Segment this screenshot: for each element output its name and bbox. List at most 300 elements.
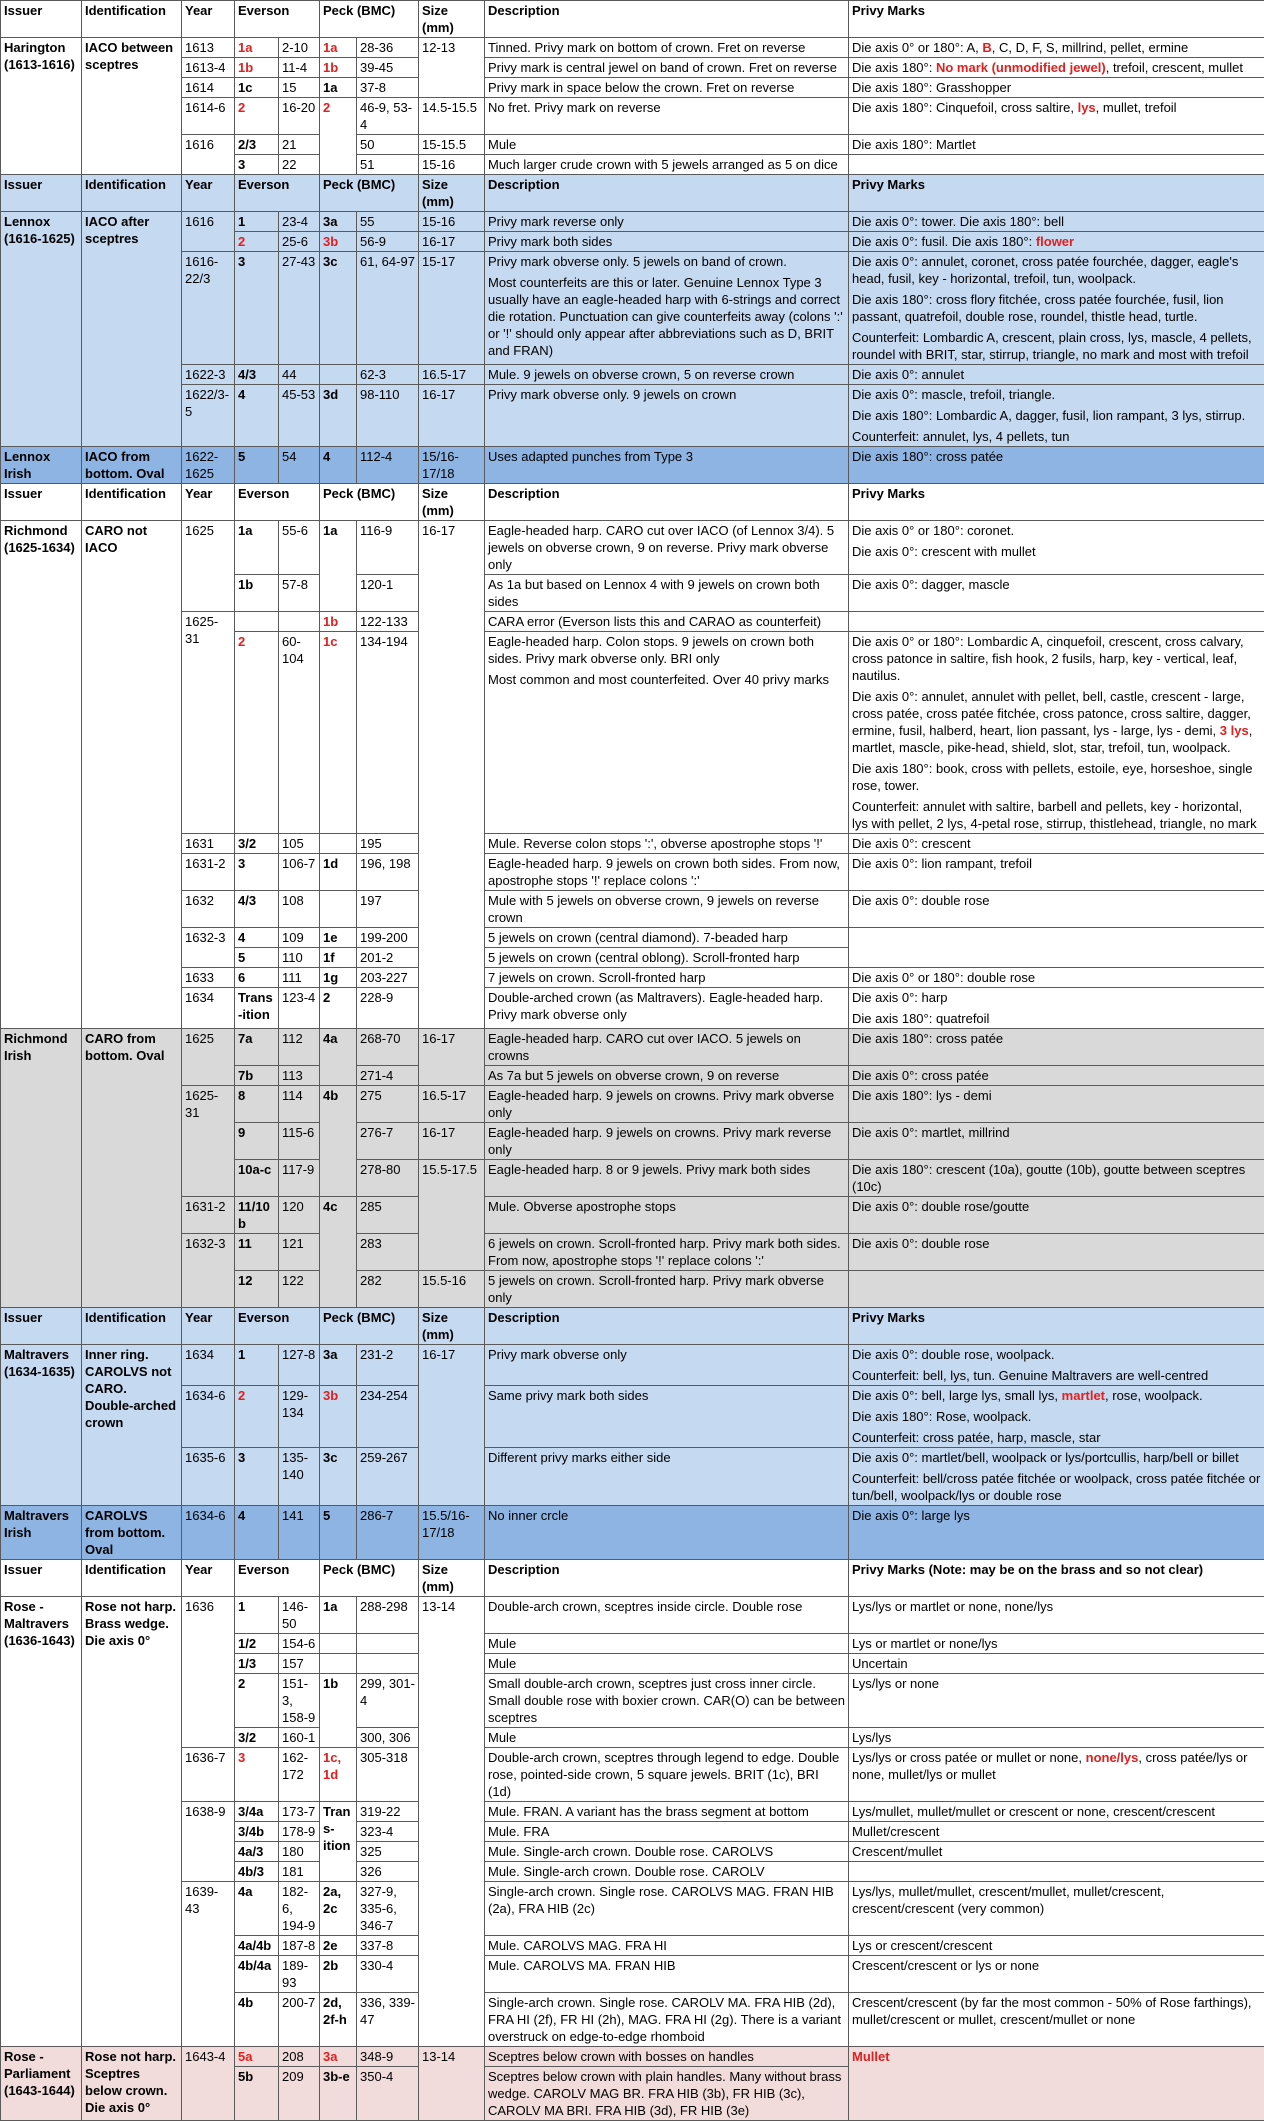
- year-cell: 1643-4: [182, 2047, 235, 2121]
- everson-type: 4b: [235, 1993, 279, 2047]
- table-row: [1, 2047, 1264, 2067]
- everson-type: Trans-ition: [235, 988, 279, 1029]
- everson-number: 141: [279, 1506, 320, 1560]
- header-row: [1, 175, 1264, 212]
- table-row: [1, 365, 1264, 385]
- everson-type: 5b: [235, 2067, 279, 2121]
- header-identification: Identification: [82, 175, 182, 212]
- privy-cell: Die axis 0° or 180°: Lombardic A, cinquefoil, crescent, cross calvary, cross patonce in saltire, fish hook, 2 fusils, harp, key - vertical, leaf, nautilus. Die axis 0°: annulet, annulet with pellet, bell, castle, crescent - large, cross patée, cross patée fitchée, cross patonce, cross saltire, dagger, ermine, fusil, halberd, heart, lion passant, lys - large, lys - demi, 3 lys, martlet, mascle, pike-head, shield, slot, star, trefoil, tun, woolpack. Die axis 180°: book, cross with pellets, estoile, eye, horseshoe, single rose, tower. Counterfeit: annulet with saltire, barbell and pellets, key - horizontal, lys with pellet, 2 lys, 4-petal rose, stirrup, thistlehead, triangle, no mark: [849, 632, 1264, 834]
- peck-type: 1a: [320, 521, 357, 612]
- everson-type: 2: [235, 632, 279, 834]
- issuer-cell: Maltravers Irish: [1, 1506, 82, 1560]
- header-everson: Everson: [235, 1560, 320, 1597]
- identification-cell: CARO not IACO: [82, 521, 182, 1029]
- peck-number: 285: [357, 1197, 419, 1234]
- peck-type: 1c: [320, 632, 357, 834]
- table-row: [1, 1748, 1264, 1802]
- table-row: [1, 1345, 1264, 1386]
- size-cell: 13-14: [419, 2047, 485, 2121]
- privy-cell: [849, 155, 1264, 175]
- size-cell: 15-15.5: [419, 135, 485, 155]
- peck-number: 228-9: [357, 988, 419, 1029]
- peck-number: [357, 1634, 419, 1654]
- year-cell: 1638-9: [182, 1802, 235, 1882]
- description-cell: Privy mark in space below the crown. Fret on reverse: [485, 78, 849, 98]
- identification-cell: IACO after sceptres: [82, 212, 182, 447]
- privy-cell: Die axis 0°: cross patée: [849, 1066, 1264, 1086]
- privy-cell: Crescent/crescent (by far the most common - 50% of Rose farthings), mullet/crescent or mullet, crescent/mullet or none: [849, 1993, 1264, 2047]
- identification-cell: IACO from bottom. Oval: [82, 447, 182, 484]
- header-description: Description: [485, 1308, 849, 1345]
- peck-number: 28-36: [357, 38, 419, 58]
- everson-number: 114: [279, 1086, 320, 1123]
- year-cell: 1625: [182, 1029, 235, 1086]
- size-cell: 15-16: [419, 212, 485, 232]
- peck-type: Trans-ition: [320, 1802, 357, 1882]
- privy-cell: Die axis 0°: double rose, woolpack. Counterfeit: bell, lys, tun. Genuine Maltravers are well-centred: [849, 1345, 1264, 1386]
- table-row: [1, 447, 1264, 484]
- everson-type: 3/4b: [235, 1822, 279, 1842]
- peck-number: 278-80: [357, 1160, 419, 1197]
- header-privy: Privy Marks (Note: may be on the brass and so not clear): [849, 1560, 1264, 1597]
- privy-cell: Lys/lys, mullet/mullet, crescent/mullet, mullet/crescent, crescent/crescent (very common): [849, 1882, 1264, 1936]
- everson-type: 3: [235, 1448, 279, 1506]
- header-everson: Everson: [235, 1, 320, 38]
- peck-number: [357, 1654, 419, 1674]
- everson-type: 1: [235, 212, 279, 232]
- everson-number: 121: [279, 1234, 320, 1271]
- peck-type: [320, 834, 357, 854]
- everson-type: 4: [235, 1506, 279, 1560]
- table-row: [1, 78, 1264, 98]
- privy-cell: Die axis 180°: Martlet: [849, 135, 1264, 155]
- description-cell: Mule: [485, 1654, 849, 1674]
- description-cell: Mule. Reverse colon stops ':', obverse apostrophe stops '!': [485, 834, 849, 854]
- header-privy: Privy Marks: [849, 1, 1264, 38]
- table-row: [1, 385, 1264, 447]
- everson-number: 44: [279, 365, 320, 385]
- identification-cell: Inner ring. CAROLVS not CARO. Double-arched crown: [82, 1345, 182, 1506]
- issuer-cell: Richmond Irish: [1, 1029, 82, 1308]
- peck-number: 323-4: [357, 1822, 419, 1842]
- peck-type: 4c: [320, 1197, 357, 1308]
- peck-number: 234-254: [357, 1386, 419, 1448]
- peck-type: 1g: [320, 968, 357, 988]
- peck-number: 283: [357, 1234, 419, 1271]
- header-peck: Peck (BMC): [320, 1308, 419, 1345]
- size-cell: 15-16: [419, 155, 485, 175]
- header-description: Description: [485, 1, 849, 38]
- description-cell: Mule: [485, 1634, 849, 1654]
- table-row: [1, 521, 1264, 575]
- everson-type: 6: [235, 968, 279, 988]
- description-cell: Single-arch crown. Single rose. CAROLVS MAG. FRAN HIB (2a), FRA HIB (2c): [485, 1882, 849, 1936]
- description-cell: Eagle-headed harp. 9 jewels on crowns. Privy mark obverse only: [485, 1086, 849, 1123]
- year-cell: 1635-6: [182, 1448, 235, 1506]
- everson-type: 9: [235, 1123, 279, 1160]
- identification-cell: Rose not harp. Brass wedge. Die axis 0°: [82, 1597, 182, 2047]
- everson-type: 4: [235, 928, 279, 948]
- everson-type: 3: [235, 252, 279, 365]
- header-size: Size (mm): [419, 484, 485, 521]
- everson-type: 11: [235, 1234, 279, 1271]
- everson-number: 160-1: [279, 1728, 320, 1748]
- description-cell: Sceptres below crown with bosses on handles: [485, 2047, 849, 2067]
- everson-number: 120: [279, 1197, 320, 1234]
- header-identification: Identification: [82, 1, 182, 38]
- peck-number: 46-9, 53-4: [357, 98, 419, 135]
- privy-cell: Die axis 0°: martlet, millrind: [849, 1123, 1264, 1160]
- description-cell: Mule. FRA: [485, 1822, 849, 1842]
- everson-number: 146-50: [279, 1597, 320, 1634]
- issuer-cell: Richmond (1625-1634): [1, 521, 82, 1029]
- everson-number: 154-6: [279, 1634, 320, 1654]
- privy-cell: Lys/lys or none: [849, 1674, 1264, 1728]
- peck-number: 319-22: [357, 1802, 419, 1822]
- description-cell: CARA error (Everson lists this and CARAO as counterfeit): [485, 612, 849, 632]
- header-row: [1, 1560, 1264, 1597]
- everson-number: 110: [279, 948, 320, 968]
- description-cell: 6 jewels on crown. Scroll-fronted harp. Privy mark both sides. From now, apostrophe stops '!' replace colons ':': [485, 1234, 849, 1271]
- year-cell: 1639-43: [182, 1882, 235, 2047]
- privy-cell: Mullet: [849, 2047, 1264, 2121]
- header-year: Year: [182, 484, 235, 521]
- everson-type: 8: [235, 1086, 279, 1123]
- everson-number: 55-6: [279, 521, 320, 575]
- everson-type: 2: [235, 1674, 279, 1728]
- header-issuer: Issuer: [1, 484, 82, 521]
- privy-cell: Lys or martlet or none/lys: [849, 1634, 1264, 1654]
- description-cell: Eagle-headed harp. 9 jewels on crown both sides. From now, apostrophe stops '!' replace colons ':': [485, 854, 849, 891]
- peck-number: 56-9: [357, 232, 419, 252]
- peck-type: 1f: [320, 948, 357, 968]
- privy-cell: Uncertain: [849, 1654, 1264, 1674]
- year-cell: 1622-3: [182, 365, 235, 385]
- peck-type: 2e: [320, 1936, 357, 1956]
- peck-number: 62-3: [357, 365, 419, 385]
- header-issuer: Issuer: [1, 1, 82, 38]
- header-size: Size (mm): [419, 1, 485, 38]
- everson-number: 15: [279, 78, 320, 98]
- privy-cell: Die axis 180°: Cinquefoil, cross saltire, lys, mullet, trefoil: [849, 98, 1264, 135]
- everson-type: 3/2: [235, 1728, 279, 1748]
- table-row: [1, 38, 1264, 58]
- peck-number: 197: [357, 891, 419, 928]
- description-cell: Mule. Single-arch crown. Double rose. CAROLV: [485, 1862, 849, 1882]
- size-cell: 16-17: [419, 385, 485, 447]
- size-cell: 16-17: [419, 232, 485, 252]
- peck-type: 1b: [320, 612, 357, 632]
- everson-type: 1a: [235, 38, 279, 58]
- peck-type: 3a: [320, 212, 357, 232]
- privy-cell: Die axis 0°: tower. Die axis 180°: bell: [849, 212, 1264, 232]
- header-privy: Privy Marks: [849, 484, 1264, 521]
- table-row: [1, 98, 1264, 135]
- year-cell: 1634: [182, 1345, 235, 1386]
- description-cell: Eagle-headed harp. CARO cut over IACO (of Lennox 3/4). 5 jewels on obverse crown, 9 on reverse. Privy mark obverse only: [485, 521, 849, 575]
- everson-type: 4/3: [235, 891, 279, 928]
- year-cell: 1632-3: [182, 928, 235, 968]
- peck-type: 2: [320, 98, 357, 175]
- everson-type: 12: [235, 1271, 279, 1308]
- peck-number: 116-9: [357, 521, 419, 575]
- peck-type: 3a: [320, 1345, 357, 1386]
- header-peck: Peck (BMC): [320, 484, 419, 521]
- header-peck: Peck (BMC): [320, 1560, 419, 1597]
- year-cell: 1614-6: [182, 98, 235, 135]
- table-row: [1, 212, 1264, 232]
- privy-cell: Die axis 0°: lion rampant, trefoil: [849, 854, 1264, 891]
- size-cell: 15-17: [419, 252, 485, 365]
- table-row: [1, 854, 1264, 891]
- size-cell: 13-14: [419, 1597, 485, 2047]
- everson-number: 208: [279, 2047, 320, 2067]
- description-cell: Mule. 9 jewels on obverse crown, 5 on reverse crown: [485, 365, 849, 385]
- peck-number: 282: [357, 1271, 419, 1308]
- size-cell: 16-17: [419, 1345, 485, 1506]
- everson-type: 7b: [235, 1066, 279, 1086]
- size-cell: 16-17: [419, 521, 485, 1029]
- everson-number: 117-9: [279, 1160, 320, 1197]
- privy-cell: Lys/lys or cross patée or mullet or none, none/lys, cross patée/lys or none, mullet/lys or mullet: [849, 1748, 1264, 1802]
- peck-type: [320, 1634, 357, 1654]
- everson-number: 54: [279, 447, 320, 484]
- peck-number: 51: [357, 155, 419, 175]
- peck-number: 134-194: [357, 632, 419, 834]
- table-row: [1, 612, 1264, 632]
- description-cell: As 1a but based on Lennox 4 with 9 jewels on crown both sides: [485, 575, 849, 612]
- everson-number: 113: [279, 1066, 320, 1086]
- size-cell: 16-17: [419, 1029, 485, 1086]
- everson-number: 181: [279, 1862, 320, 1882]
- everson-type: 1b: [235, 58, 279, 78]
- everson-type: 3/2: [235, 834, 279, 854]
- peck-number: 275: [357, 1086, 419, 1123]
- peck-number: 268-70: [357, 1029, 419, 1066]
- year-cell: 1625-31: [182, 612, 235, 834]
- peck-type: 1b: [320, 1674, 357, 1748]
- everson-number: 108: [279, 891, 320, 928]
- year-cell: 1631-2: [182, 854, 235, 891]
- peck-number: 196, 198: [357, 854, 419, 891]
- table-row: [1, 928, 1264, 948]
- everson-number: 2-10: [279, 38, 320, 58]
- description-cell: Same privy mark both sides: [485, 1386, 849, 1448]
- privy-cell: Die axis 0°: harp Die axis 180°: quatrefoil: [849, 988, 1264, 1029]
- everson-number: 187-8: [279, 1936, 320, 1956]
- year-cell: 1632: [182, 891, 235, 928]
- everson-type: 1/2: [235, 1634, 279, 1654]
- description-cell: Eagle-headed harp. 8 or 9 jewels. Privy mark both sides: [485, 1160, 849, 1197]
- everson-number: 127-8: [279, 1345, 320, 1386]
- everson-type: 1a: [235, 521, 279, 575]
- everson-number: 109: [279, 928, 320, 948]
- table-row: [1, 1386, 1264, 1448]
- peck-number: 326: [357, 1862, 419, 1882]
- everson-number: 23-4: [279, 212, 320, 232]
- peck-number: 300, 306: [357, 1728, 419, 1748]
- table-row: [1, 1506, 1264, 1560]
- table-row: [1, 1597, 1264, 1634]
- header-identification: Identification: [82, 1560, 182, 1597]
- description-cell: Eagle-headed harp. 9 jewels on crowns. Privy mark reverse only: [485, 1123, 849, 1160]
- everson-type: 1b: [235, 575, 279, 612]
- table-row: [1, 1197, 1264, 1234]
- header-row: [1, 1308, 1264, 1345]
- privy-cell: Die axis 180°: cross patée: [849, 1029, 1264, 1066]
- privy-cell: Die axis 0° or 180°: A, B, C, D, F, S, millrind, pellet, ermine: [849, 38, 1264, 58]
- year-cell: 1634-6: [182, 1386, 235, 1448]
- privy-cell: Die axis 0°: crescent: [849, 834, 1264, 854]
- everson-type: 2: [235, 232, 279, 252]
- privy-cell: Die axis 0° or 180°: double rose: [849, 968, 1264, 988]
- header-everson: Everson: [235, 1308, 320, 1345]
- table-row: [1, 1882, 1264, 1936]
- description-cell: As 7a but 5 jewels on obverse crown, 9 on reverse: [485, 1066, 849, 1086]
- peck-type: 2a, 2c: [320, 1882, 357, 1936]
- privy-cell: Die axis 0° or 180°: coronet. Die axis 0°: crescent with mullet: [849, 521, 1264, 575]
- privy-cell: Lys or crescent/crescent: [849, 1936, 1264, 1956]
- peck-type: 3c: [320, 1448, 357, 1506]
- everson-number: 180: [279, 1842, 320, 1862]
- peck-type: 1b: [320, 58, 357, 78]
- peck-number: 350-4: [357, 2067, 419, 2121]
- everson-type: 1/3: [235, 1654, 279, 1674]
- everson-type: 1: [235, 1597, 279, 1634]
- peck-number: 327-9, 335-6, 346-7: [357, 1882, 419, 1936]
- description-cell: Tinned. Privy mark on bottom of crown. Fret on reverse: [485, 38, 849, 58]
- year-cell: 1636: [182, 1597, 235, 1748]
- year-cell: 1634: [182, 988, 235, 1029]
- table-row: [1, 834, 1264, 854]
- privy-cell: Die axis 0°: fusil. Die axis 180°: flower: [849, 232, 1264, 252]
- privy-cell: [849, 1862, 1264, 1882]
- everson-number: 60-104: [279, 632, 320, 834]
- everson-type: 3: [235, 854, 279, 891]
- peck-number: 122-133: [357, 612, 419, 632]
- header-privy: Privy Marks: [849, 175, 1264, 212]
- issuer-cell: Lennox Irish: [1, 447, 82, 484]
- description-cell: Different privy marks either side: [485, 1448, 849, 1506]
- privy-cell: [849, 1271, 1264, 1308]
- description-cell: Double-arch crown, sceptres through legend to edge. Double rose, pointed-side crown, 5 square jewels. BRIT (1c), BRI (1d): [485, 1748, 849, 1802]
- peck-type: 2d, 2f-h: [320, 1993, 357, 2047]
- description-cell: Eagle-headed harp. Colon stops. 9 jewels on crown both sides. Privy mark obverse only. BRI only Most common and most counterfeited. Over 40 privy marks: [485, 632, 849, 834]
- peck-type: 3b-e: [320, 2067, 357, 2121]
- table-row: [1, 968, 1264, 988]
- header-row: [1, 484, 1264, 521]
- header-row: [1, 1, 1264, 38]
- issuer-cell: Maltravers (1634-1635): [1, 1345, 82, 1506]
- peck-number: 276-7: [357, 1123, 419, 1160]
- description-cell: Privy mark obverse only: [485, 1345, 849, 1386]
- everson-number: 182-6, 194-9: [279, 1882, 320, 1936]
- identification-cell: Rose not harp. Sceptres below crown. Die axis 0°: [82, 2047, 182, 2121]
- peck-number: 55: [357, 212, 419, 232]
- peck-type: 3c: [320, 252, 357, 365]
- description-cell: Mule. CAROLVS MAG. FRA HI: [485, 1936, 849, 1956]
- description-cell: Privy mark obverse only. 5 jewels on band of crown. Most counterfeits are this or later. Genuine Lennox Type 3 usually have an eagle-headed harp with 6-strings and correct die rotation. Punctuation can give counterfeits away (colons ':' or '!' should only appear after abbreviations such as D, BRIT and FRAN): [485, 252, 849, 365]
- size-cell: 15.5-16: [419, 1271, 485, 1308]
- privy-cell: Die axis 0°: double rose: [849, 1234, 1264, 1271]
- header-description: Description: [485, 1560, 849, 1597]
- privy-cell: Die axis 0°: bell, large lys, small lys, martlet, rose, woolpack. Die axis 180°: Rose, woolpack. Counterfeit: cross patée, harp, mascle, star: [849, 1386, 1264, 1448]
- description-cell: Small double-arch crown, sceptres just cross inner circle. Small double rose with boxier crown. CAR(O) can be between sceptres: [485, 1674, 849, 1728]
- everson-number: 27-43: [279, 252, 320, 365]
- peck-number: 203-227: [357, 968, 419, 988]
- everson-type: 5a: [235, 2047, 279, 2067]
- peck-type: 1a: [320, 1597, 357, 1634]
- description-cell: 5 jewels on crown (central oblong). Scroll-fronted harp: [485, 948, 849, 968]
- everson-type: 3/4a: [235, 1802, 279, 1822]
- size-cell: 16.5-17: [419, 365, 485, 385]
- privy-cell: Crescent/mullet: [849, 1842, 1264, 1862]
- peck-number: 337-8: [357, 1936, 419, 1956]
- description-cell: Uses adapted punches from Type 3: [485, 447, 849, 484]
- peck-number: 348-9: [357, 2047, 419, 2067]
- privy-cell: Die axis 180°: cross patée: [849, 447, 1264, 484]
- peck-number: 231-2: [357, 1345, 419, 1386]
- peck-number: 288-298: [357, 1597, 419, 1634]
- everson-number: [279, 612, 320, 632]
- everson-type: 10a-c: [235, 1160, 279, 1197]
- description-cell: Mule: [485, 135, 849, 155]
- description-cell: Mule with 5 jewels on obverse crown, 9 jewels on reverse crown: [485, 891, 849, 928]
- everson-type: 4b/4a: [235, 1956, 279, 1993]
- everson-number: 123-4: [279, 988, 320, 1029]
- everson-number: 135-140: [279, 1448, 320, 1506]
- identification-cell: CAROLVS from bottom. Oval: [82, 1506, 182, 1560]
- everson-type: 4: [235, 385, 279, 447]
- description-cell: Mule. Obverse apostrophe stops: [485, 1197, 849, 1234]
- privy-cell: Die axis 180°: crescent (10a), goutte (10b), goutte between sceptres (10c): [849, 1160, 1264, 1197]
- peck-number: 195: [357, 834, 419, 854]
- year-cell: 1616: [182, 135, 235, 175]
- table-row: [1, 891, 1264, 928]
- header-identification: Identification: [82, 484, 182, 521]
- description-cell: No inner crcle: [485, 1506, 849, 1560]
- header-privy: Privy Marks: [849, 1308, 1264, 1345]
- everson-type: 2: [235, 1386, 279, 1448]
- issuer-cell: Rose - Parliament (1643-1644): [1, 2047, 82, 2121]
- description-cell: No fret. Privy mark on reverse: [485, 98, 849, 135]
- privy-cell: Lys/lys or martlet or none, none/lys: [849, 1597, 1264, 1634]
- header-issuer: Issuer: [1, 1560, 82, 1597]
- description-cell: 7 jewels on crown. Scroll-fronted harp: [485, 968, 849, 988]
- year-cell: 1616: [182, 212, 235, 252]
- peck-number: 325: [357, 1842, 419, 1862]
- issuer-cell: Rose - Maltravers (1636-1643): [1, 1597, 82, 2047]
- everson-number: 115-6: [279, 1123, 320, 1160]
- privy-cell: [849, 612, 1264, 632]
- privy-cell: [849, 928, 1264, 968]
- everson-type: 4/3: [235, 365, 279, 385]
- privy-cell: Die axis 180°: Grasshopper: [849, 78, 1264, 98]
- peck-number: 37-8: [357, 78, 419, 98]
- description-cell: Much larger crude crown with 5 jewels arranged as 5 on dice: [485, 155, 849, 175]
- header-year: Year: [182, 1308, 235, 1345]
- peck-type: 3a: [320, 2047, 357, 2067]
- privy-cell: Die axis 180°: No mark (unmodified jewel), trefoil, crescent, mullet: [849, 58, 1264, 78]
- year-cell: 1634-6: [182, 1506, 235, 1560]
- privy-cell: Die axis 0°: large lys: [849, 1506, 1264, 1560]
- year-cell: 1622/3-5: [182, 385, 235, 447]
- description-cell: Mule. FRAN. A variant has the brass segment at bottom: [485, 1802, 849, 1822]
- privy-cell: Die axis 0°: mascle, trefoil, triangle. Die axis 180°: Lombardic A, dagger, fusil, lion rampant, 3 lys, stirrup. Counterfeit: annulet, lys, 4 pellets, tun: [849, 385, 1264, 447]
- description-cell: 5 jewels on crown (central diamond). 7-beaded harp: [485, 928, 849, 948]
- everson-number: 173-7: [279, 1802, 320, 1822]
- year-cell: 1622-1625: [182, 447, 235, 484]
